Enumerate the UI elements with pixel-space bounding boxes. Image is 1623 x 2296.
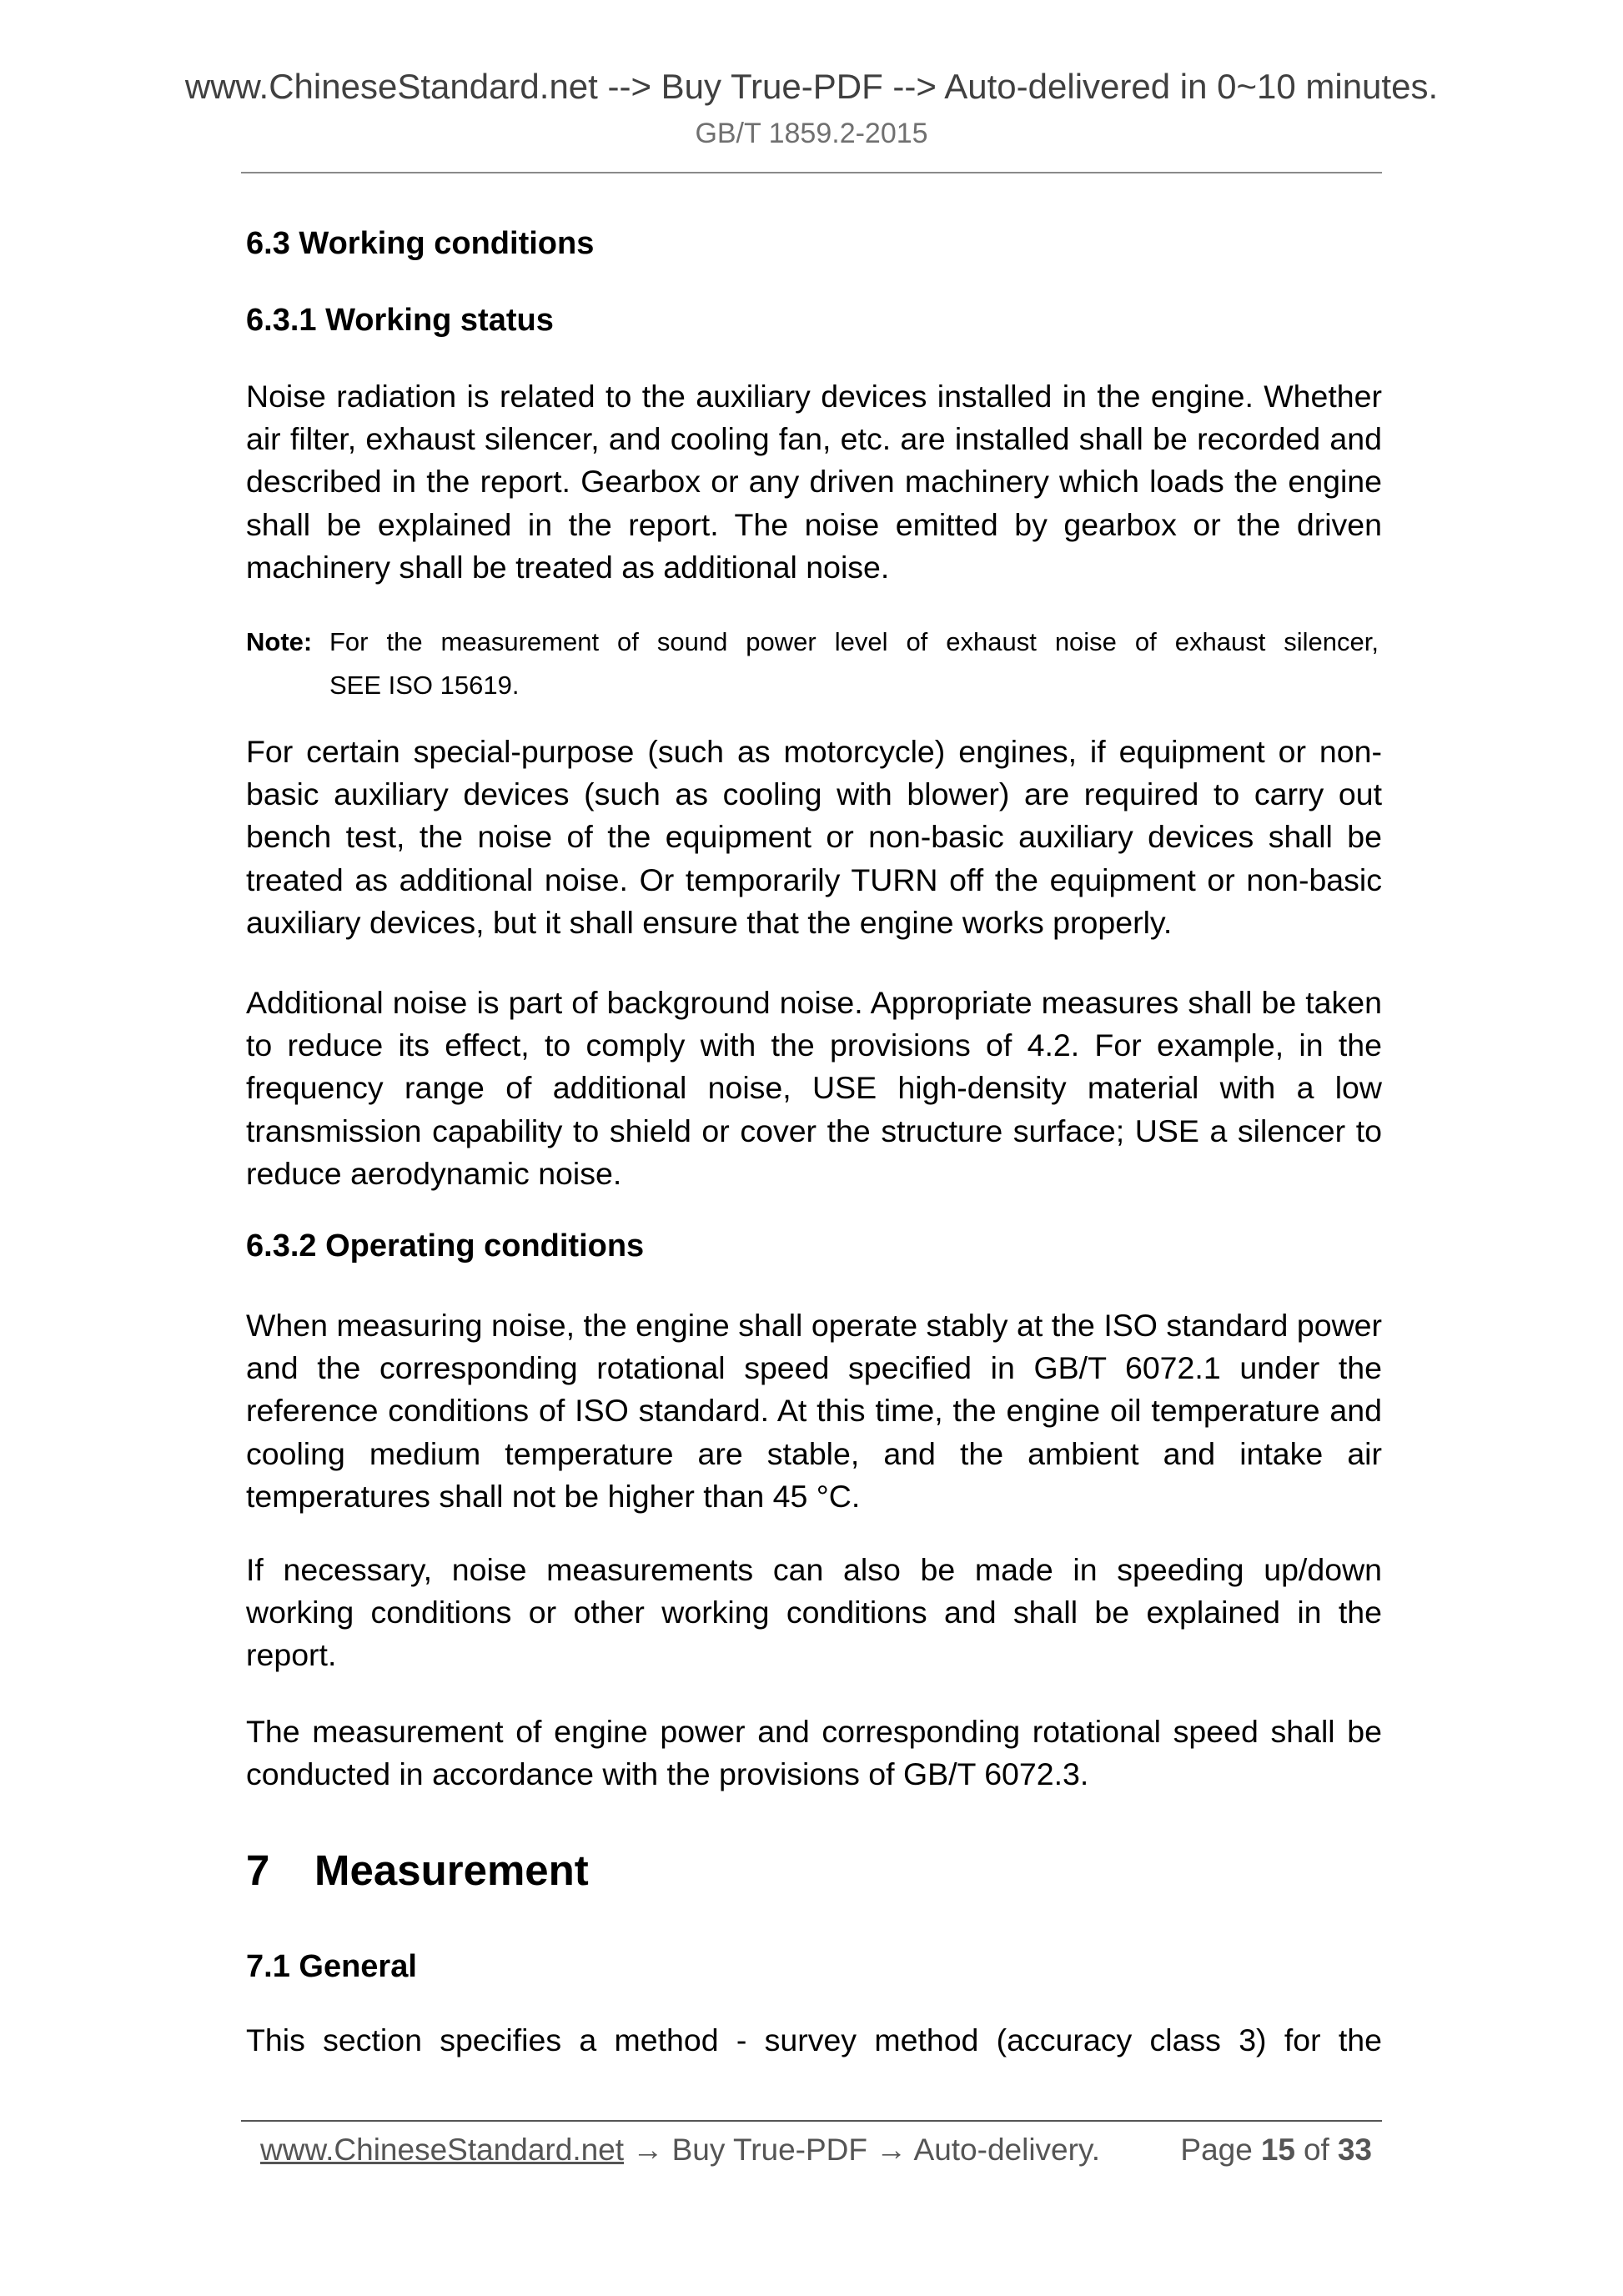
paragraph-working-status-3: Additional noise is part of background noise. Appropriate measures shall be taken to reduce its effect, to comply with the provisions of 4.2. For example, in the frequency range of additional noise, USE high-density material with a low transmission capability to shield or cover the structure surface; USE a silencer to reduce aerodynamic noise. [246, 985, 1382, 1191]
standard-code: GB/T 1859.2-2015 [695, 118, 928, 149]
note-line-1: For the measurement of sound power level of exhaust noise of exhaust silencer, [329, 627, 1379, 656]
page-label: Page [1180, 2133, 1253, 2167]
page-current: 15 [1260, 2133, 1295, 2167]
footer-divider [241, 2120, 1382, 2122]
paragraph-operating-conditions-1: When measuring noise, the engine shall operate stably at the ISO standard power and the corresponding rotational speed specified in GB/T 6072.1 under the reference conditions of ISO standard. At this time, the engine oil temperature and cooling medium temperature are stable, and the ambient and intake air temperatures shall not be higher than 45 °C. [246, 1308, 1382, 1514]
note-block [246, 620, 1382, 707]
heading-7 [246, 1846, 589, 1895]
heading-6-3-2: 6.3.2 Operating conditions [246, 1228, 645, 1264]
heading-7-title: Measurement [314, 1846, 589, 1894]
page-total: 33 [1337, 2133, 1372, 2167]
footer-site-link[interactable]: www.ChineseStandard.net [260, 2133, 625, 2167]
heading-6-3-1: 6.3.1 Working status [246, 303, 554, 338]
paragraph-operating-conditions-3: The measurement of engine power and corresponding rotational speed shall be conducted in accordance with the provisions of GB/T 6072.3. [246, 1714, 1382, 1792]
heading-7-1: 7.1 General [246, 1949, 417, 1984]
header-banner: www.ChineseStandard.net --> Buy True-PDF --> Auto-delivered in 0~10 minutes. [184, 67, 1439, 106]
heading-7-number: 7 [246, 1846, 270, 1894]
paragraph-operating-conditions-2: If necessary, noise measurements can also be made in speeding up/down working conditions or other working conditions and shall be explained in the report. [246, 1552, 1382, 1673]
page-of: of [1303, 2133, 1329, 2167]
note-label: Note: [246, 627, 313, 656]
note-line-2: SEE ISO 15619. [329, 671, 520, 700]
footer-left [260, 2132, 1100, 2168]
header-divider [241, 172, 1382, 173]
page-indicator [1180, 2132, 1372, 2168]
footer-tagline: → Buy True-PDF → Auto-delivery. [624, 2133, 1100, 2167]
paragraph-general-1: This section specifies a method - survey method (accuracy class 3) for the [246, 2022, 1382, 2057]
paragraph-working-status-1: Noise radiation is related to the auxiliary devices installed in the engine. Whether air filter, exhaust silencer, and cooling fan, etc. are installed shall be recorded and described in the report. Gearbox or any driven machinery which loads the engine shall be explained in the report. The noise emitted by gearbox or the driven machinery shall be treated as additional noise. [246, 379, 1382, 585]
paragraph-working-status-2: For certain special-purpose (such as motorcycle) engines, if equipment or non-basic auxiliary devices (such as cooling with blower) are required to carry out bench test, the noise of the equipment or non-basic auxiliary devices shall be treated as additional noise. Or temporarily TURN off the equipment or non-basic auxiliary devices, but it shall ensure that the engine works properly. [246, 734, 1382, 940]
note-text [329, 620, 1379, 707]
heading-6-3: 6.3 Working conditions [246, 226, 595, 261]
page-footer [260, 2132, 1372, 2168]
